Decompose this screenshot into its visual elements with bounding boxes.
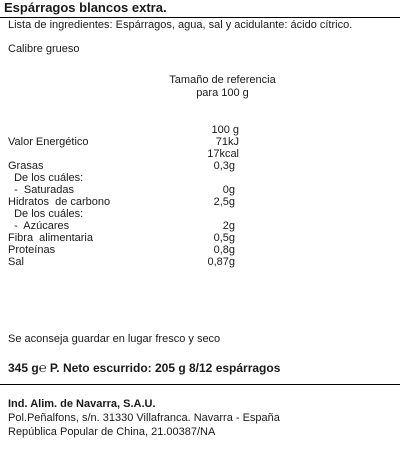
- nutrition-value: 2,5g: [213, 196, 235, 208]
- title-divider: [0, 17, 400, 18]
- nutrition-value: 0,3g: [213, 160, 235, 172]
- nutrition-value: 2g: [222, 220, 235, 232]
- reference-size-line1: Tamaño de referencia: [169, 74, 276, 86]
- product-title: Espárragos blancos extra.: [4, 0, 167, 15]
- nutrition-label: Hidratos de carbono: [8, 196, 111, 208]
- ingredients-text: Lista de ingredientes: Espárragos, agua, sal y acidulante: ácido cítrico.: [8, 19, 353, 31]
- nutrition-label: Valor Energético: [8, 136, 89, 148]
- nutrition-value: 71kJ: [215, 136, 239, 148]
- net-weight-line: [8, 360, 280, 375]
- nutrition-value: 0,5g: [213, 232, 235, 244]
- storage-advice: Se aconseja guardar en lugar fresco y seco: [8, 333, 221, 345]
- nutrition-value: 0g: [222, 184, 235, 196]
- caliber-text: Calibre grueso: [8, 43, 80, 55]
- nutrition-label: De los cuáles:: [8, 208, 84, 220]
- nutrition-label: Grasas: [8, 160, 44, 172]
- drained-weight: P. Neto escurrido: 205 g 8/12 espárragos: [49, 361, 281, 375]
- nutrition-label: De los cuáles:: [8, 172, 84, 184]
- nutrition-value: 0,8g: [213, 244, 235, 256]
- estimated-sign-icon: ℮: [38, 360, 47, 375]
- nutrition-label: - Azúcares: [8, 220, 70, 232]
- reference-size-line2: para 100 g: [196, 87, 249, 99]
- nutrition-label: Proteínas: [8, 244, 56, 256]
- company-divider: [0, 384, 400, 385]
- nutrition-label: - Saturadas: [8, 184, 75, 196]
- nutrition-label: Fibra alimentaria: [8, 232, 93, 244]
- company-address: Pol.Peñalfons, s/n. 31330 Villafranca. Navarra - España: [8, 412, 280, 424]
- nutrition-label: Sal: [8, 256, 24, 268]
- nutrition-value: 17kcal: [207, 148, 239, 160]
- gross-weight: 345 g: [8, 361, 39, 375]
- nutrition-value: 100 g: [211, 124, 239, 136]
- origin-registry: República Popular de China, 21.00387/NA: [8, 426, 216, 438]
- nutrition-value: 0,87g: [207, 256, 235, 268]
- company-name: Ind. Alim. de Navarra, S.A.U.: [8, 398, 156, 410]
